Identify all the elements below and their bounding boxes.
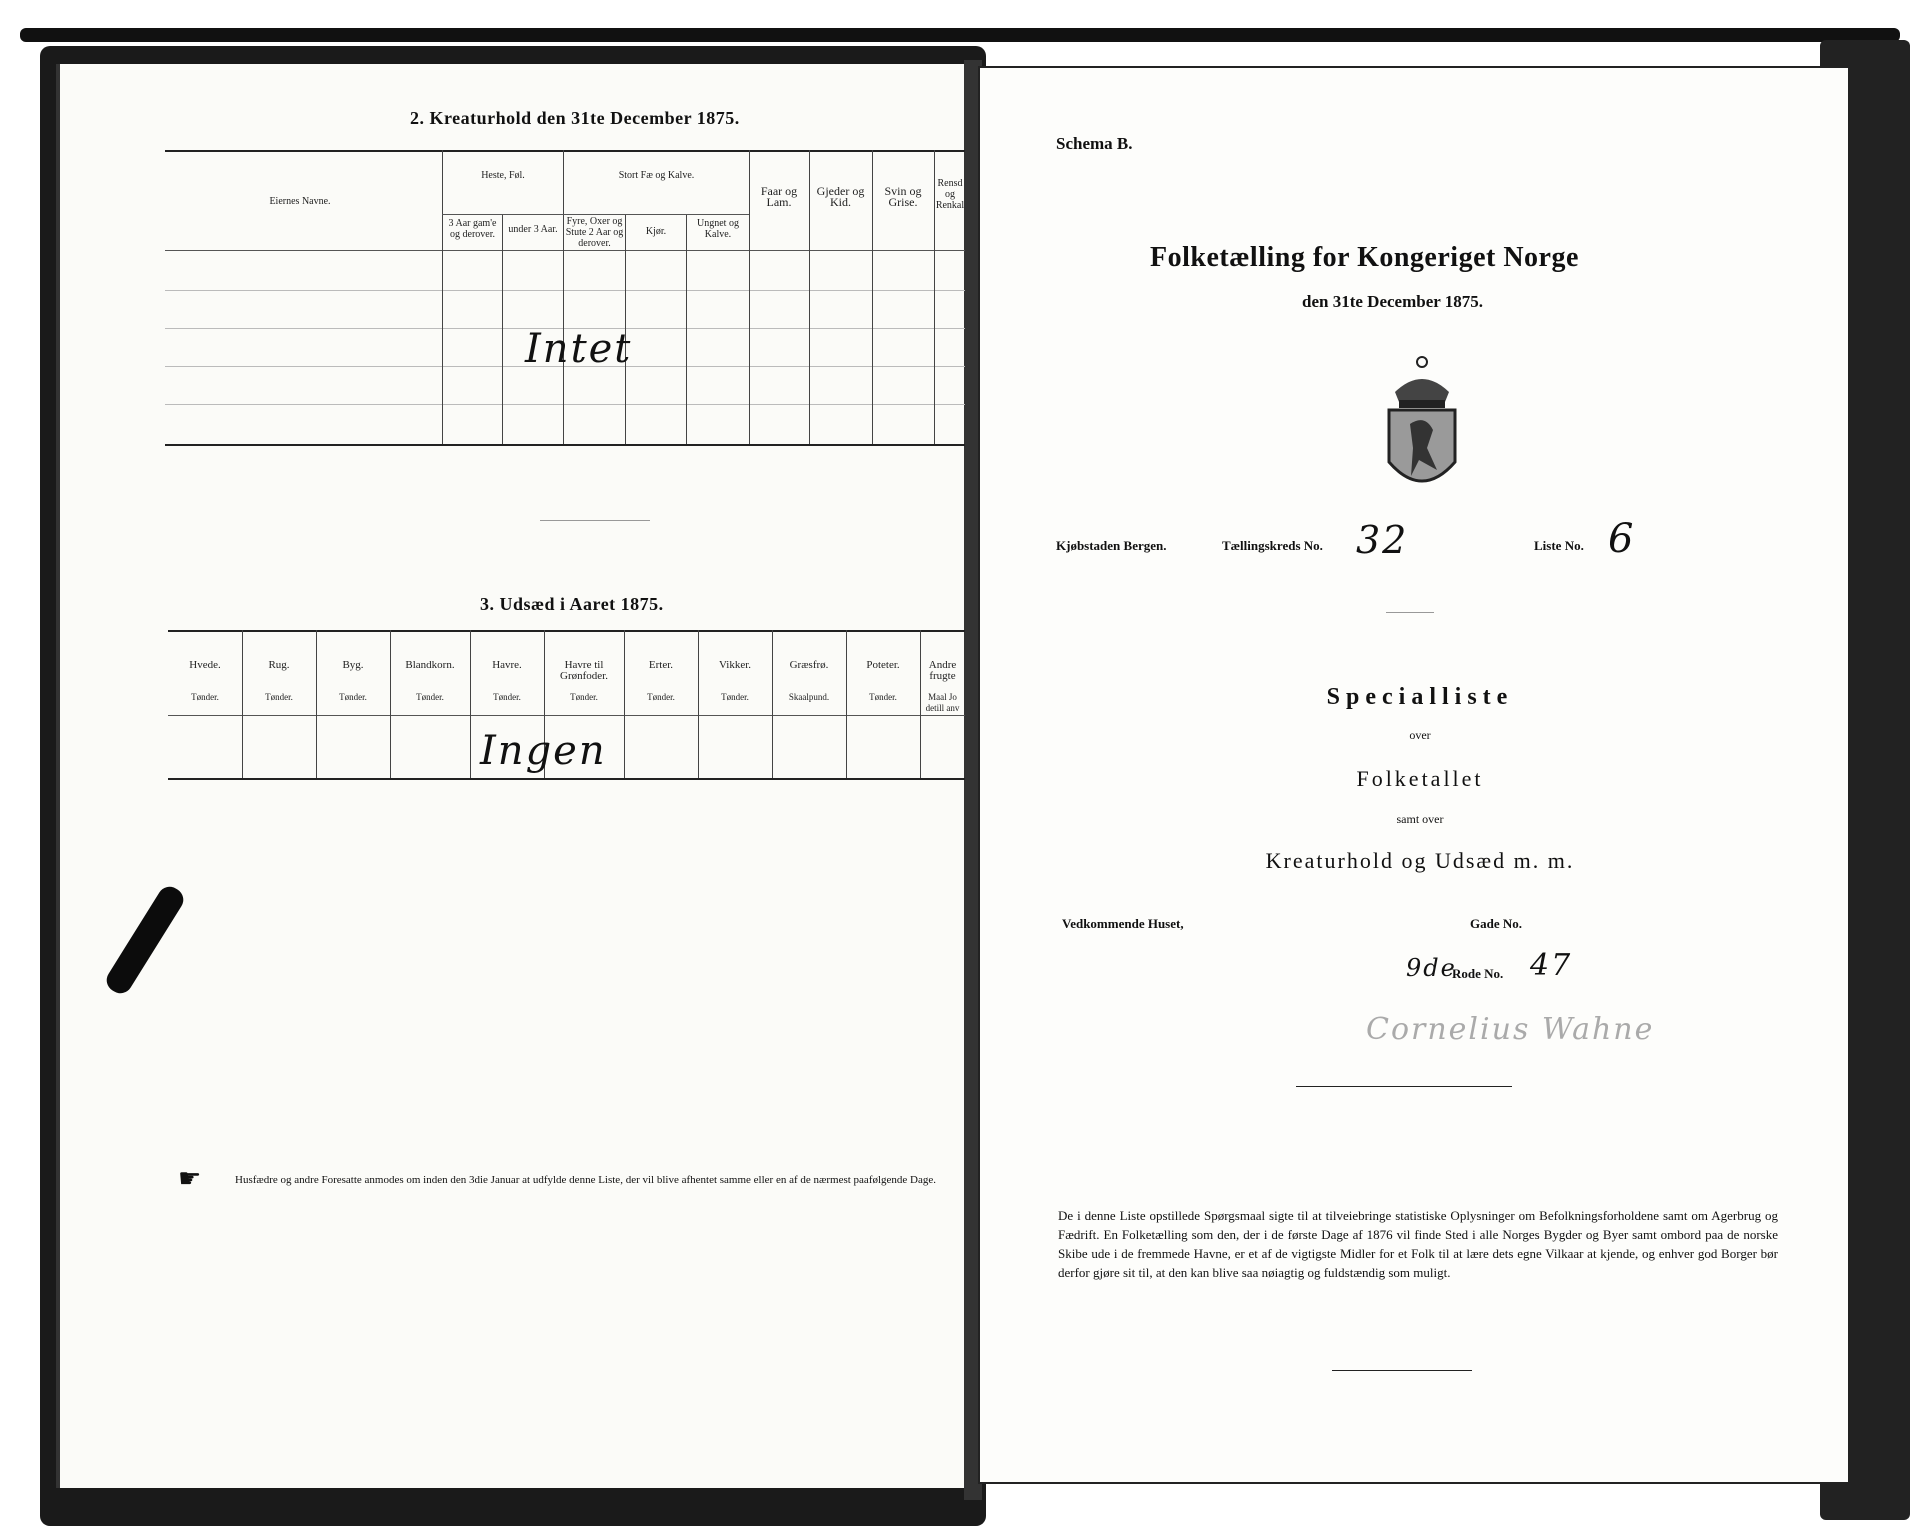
specialliste-heading: Specialliste: [1326, 684, 1514, 710]
norway-coat-of-arms-icon: [1375, 352, 1469, 500]
tellingskreds-number: 32: [1356, 518, 1409, 562]
rensdyr-header: Rensd og Renkal: [935, 178, 965, 211]
table3-column-name: Rug.: [268, 659, 290, 671]
table3-column-name: Havre til Grønfoder.: [560, 659, 608, 682]
owner-column-header: Eiernes Navne.: [269, 196, 331, 207]
divider-long: [1296, 1086, 1512, 1087]
stort-ungnet-header: Ungnet og Kalve.: [697, 218, 739, 240]
footnote-text: Husfædre og andre Foresatte anmodes om inden den 3die Januar at udfylde denne Liste, der vil blive afhentet samme eller en af de nærmest paafølgende Dage.: [235, 1174, 937, 1186]
separator-rule: [540, 520, 650, 521]
over-label: over: [1409, 728, 1431, 742]
table3-column-unit: Tønder.: [191, 692, 219, 702]
table3-column-unit: Skaalpund.: [788, 692, 830, 702]
gade-no-label: Gade No.: [1470, 916, 1522, 931]
folketallet-heading: Folketallet: [1356, 766, 1484, 791]
table2-col-divider: [686, 214, 687, 444]
table3-col-divider: [624, 630, 625, 778]
table3-col-divider: [316, 630, 317, 778]
table3-column-unit: Tønder.: [265, 692, 293, 702]
table2-row-rule: [165, 290, 965, 291]
svin-header: Svin og Grise.: [884, 184, 922, 209]
table3-column-unit: Tønder.: [493, 692, 521, 702]
table3-col-divider: [470, 630, 471, 778]
census-main-title: Folketælling for Kongeriget Norge: [1150, 242, 1579, 273]
table3-column-unit: Maal Jo detill anv: [925, 692, 960, 713]
section2-handwritten-entry: Intet: [525, 326, 633, 372]
section3-title: 3. Udsæd i Aaret 1875.: [480, 594, 664, 614]
section2-title: 2. Kreaturhold den 31te December 1875.: [410, 108, 740, 128]
tellingskreds-label: Tællingskreds No.: [1222, 538, 1323, 553]
samt-over-label: samt over: [1396, 812, 1444, 826]
table3-column-unit: Tønder.: [570, 692, 598, 702]
pointing-hand-icon: ☛: [178, 1164, 202, 1193]
kreaturhold-heading: Kreaturhold og Udsæd m. m.: [1265, 848, 1575, 873]
table2-col-divider: [442, 150, 443, 444]
table3-col-divider: [390, 630, 391, 778]
table2-bottom-rule: [165, 444, 965, 446]
divider-short: [1386, 612, 1434, 613]
vedkommende-label: Vedkommende Huset,: [1062, 916, 1184, 931]
heste-under3-header: under 3 Aar.: [508, 224, 558, 235]
book-top-edge: [20, 28, 1900, 42]
stort-kjor-header: Kjør.: [645, 226, 667, 237]
table3-col-divider: [698, 630, 699, 778]
table2-col-divider: [563, 150, 564, 444]
table3-bottom-rule: [168, 778, 965, 780]
section3-handwritten-entry: Ingen: [480, 728, 607, 774]
liste-label: Liste No.: [1534, 538, 1584, 553]
divider-bottom: [1332, 1370, 1472, 1371]
table3-col-divider: [772, 630, 773, 778]
table3-column-name: Poteter.: [866, 659, 900, 671]
table3-column-name: Havre.: [492, 659, 522, 671]
table3-column-name: Blandkorn.: [405, 659, 455, 671]
table3-column-name: Byg.: [342, 659, 364, 671]
schema-label: Schema B.: [1056, 134, 1133, 153]
table2-header-rule: [165, 250, 965, 251]
table2-top-rule: [165, 150, 965, 152]
left-page: [56, 64, 972, 1488]
kjobstaden-label: Kjøbstaden Bergen.: [1056, 538, 1167, 553]
table2-subheader-rule: [442, 214, 749, 215]
liste-number: 6: [1608, 516, 1636, 562]
table3-column-unit: Tønder.: [869, 692, 897, 702]
table3-column-unit: Tønder.: [339, 692, 367, 702]
table3-column-name: Erter.: [648, 659, 674, 671]
table3-column-name: Græsfrø.: [789, 659, 829, 671]
table3-col-divider: [242, 630, 243, 778]
heste-3aar-header: 3 Aar gam'e og derover.: [448, 218, 497, 240]
table3-column-name: Hvede.: [189, 659, 221, 671]
rode-number: 47: [1530, 948, 1573, 983]
faar-header: Faar og Lam.: [760, 184, 798, 209]
table3-column-name: Andre frugte: [928, 659, 957, 682]
stort-fae-group-header: Stort Fæ og Kalve.: [618, 170, 695, 181]
owner-signature: Cornelius Wahne: [1366, 1012, 1655, 1047]
table2-row-rule: [165, 404, 965, 405]
table3-column-unit: Tønder.: [721, 692, 749, 702]
gjeder-header: Gjeder og Kid.: [816, 184, 865, 209]
table3-col-divider: [846, 630, 847, 778]
rode-no-label: Rode No.: [1452, 966, 1504, 981]
instructions-paragraph: De i denne Liste opstillede Spørgsmaal sigte til at tilveiebringe statistiske Oplysninger om Befolkningsforholdene samt om Agerbrug og Fædrift. En Folketælling som den, der i de første Dage af 1876 vil finde Sted i alle Norges Bygder og Byer samt ombord paa de norske Skibe ude i de fremmede Havne, er et af de vigtigste Midler for et Folk til at lære dets egne Vilkaar at kjende, og enhver god Borger bør derfor gjøre sit til, at den kan blive saa nøiagtig og fuldstændig som muligt.: [1058, 1208, 1778, 1280]
table2-col-divider: [502, 214, 503, 444]
table3-column-name: Vikker.: [718, 659, 752, 671]
stort-oxer-header: Fyre, Oxer og Stute 2 Aar og derover.: [565, 216, 624, 249]
table3-column-unit: Tønder.: [416, 692, 444, 702]
table3-column-unit: Tønder.: [647, 692, 675, 702]
heste-group-header: Heste, Føl.: [481, 170, 525, 181]
rode-prefix: 9de: [1406, 954, 1457, 982]
census-date: den 31te December 1875.: [1302, 292, 1483, 311]
